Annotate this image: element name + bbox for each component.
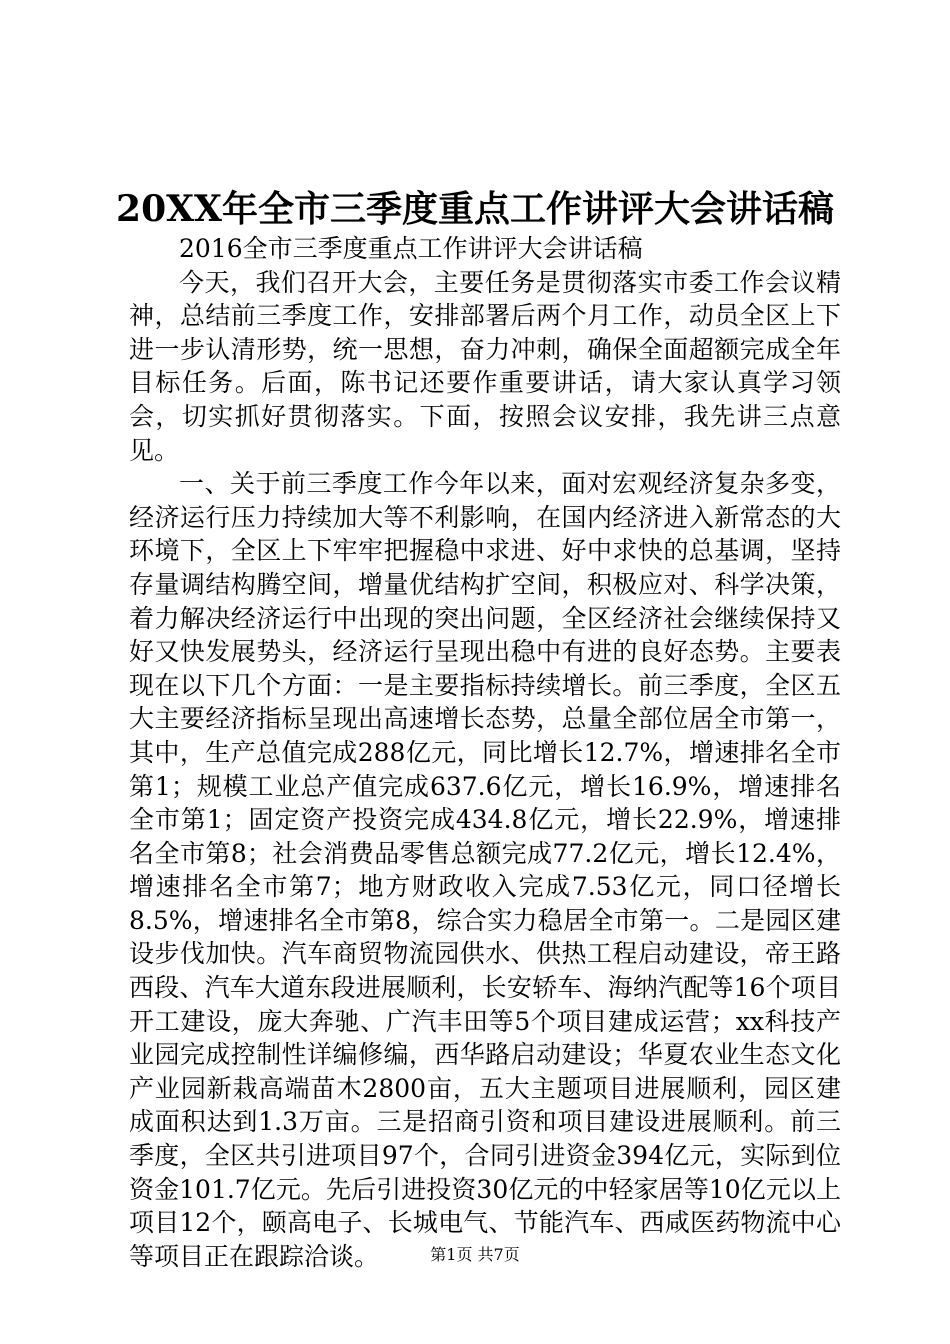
document-body — [129, 232, 841, 1273]
subtitle-paragraph: 2016全市三季度重点工作讲评大会讲话稿 — [179, 234, 643, 263]
page-footer: 第1页 共7页 — [430, 1245, 520, 1264]
intro-paragraph: 今天，我们召开大会，主要任务是贯彻落实市委工作会议精神，总结前三季度工作，安排部署后两个月工作，动员全区上下进一步认清形势，统一思想，奋力冲刺，确保全面超额完成全年目标任务。后面，陈书记还要作重要讲话，请大家认真学习领会，切实抓好贯彻落实。下面，按照会议安排，我先讲三点意见。 — [129, 267, 841, 465]
section-one-paragraph: 一、关于前三季度工作今年以来，面对宏观经济复杂多变，经济运行压力持续加大等不利影响，在国内经济进入新常态的大环境下，全区上下牢牢把握稳中求进、好中求快的总基调，坚持存量调结构腾空间，增量优结构扩空间，积极应对、科学决策，着力解决经济运行中出现的突出问题，全区经济社会继续保持又好又快发展势头，经济运行呈现出稳中有进的良好态势。主要表现在以下几个方面：一是主要指标持续增长。前三季度，全区五大主要经济指标呈现出高速增长态势，总量全部位居全市第一，其中，生产总值完成288亿元，同比增长12.7%，增速排名全市第1；规模工业总产值完成637.6亿元，增长16.9%，增速排名全市第1；固定资产投资完成434.8亿元，增长22.9%，增速排名全市第8；社会消费品零售总额完成77.2亿元，增长12.4%，增速排名全市第7；地方财政收入完成7.53亿元，同口径增长8.5%，增速排名全市第8，综合实力稳居全市第一。二是园区建设步伐加快。汽车商贸物流园供水、供热工程启动建设，帝王路西段、汽车大道东段进展顺利，长安轿车、海纳汽配等16个项目开工建设，庞大奔驰、广汽丰田等5个项目建成运营；xx科技产业园完成控制性详编修编，西华路启动建设；华夏农业生态文化产业园新栽高端苗木2800亩，五大主题项目进展顺利，园区建成面积达到1.3万亩。三是招商引资和项目建设进展顺利。前三季度，全区共引进项目97个，合同引进资金394亿元，实际到位资金101.7亿元。先后引进投资30亿元的中轻家居等10亿元以上项目12个，颐高电子、长城电气、节能汽车、西咸医药物流中心等项目正在跟踪洽谈。 — [129, 469, 841, 1271]
document-title: 20XX年全市三季度重点工作讲评大会讲话稿 — [116, 188, 834, 230]
